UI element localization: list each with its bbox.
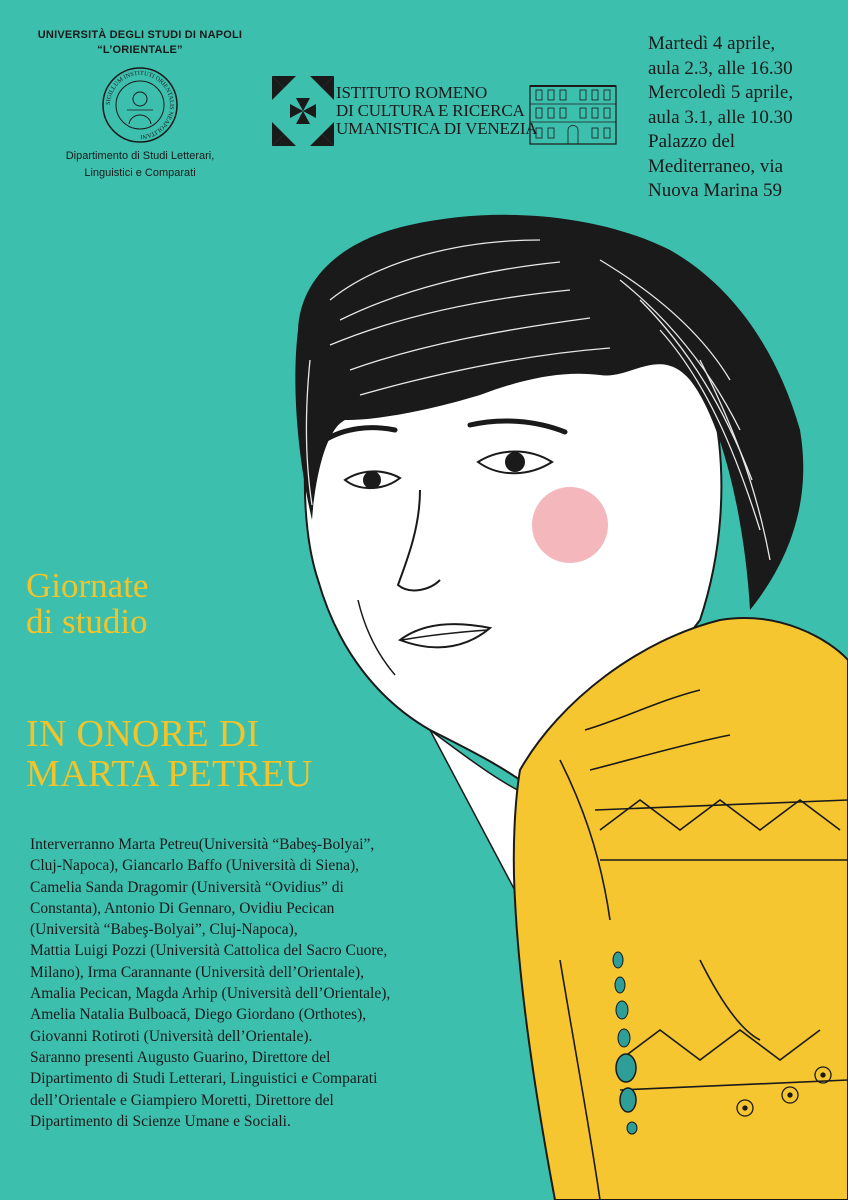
event-info-line: Martedì 4 aprile, — [648, 33, 776, 54]
cross-logo-icon — [272, 76, 334, 146]
event-info-line: Mercoledì 5 aprile, — [648, 82, 794, 103]
body-line: Interverranno Marta Petreu(Università “Babeş-Bolyai”, — [30, 836, 375, 853]
body-line: Amelia Natalia Bulboacă, Diego Giordano (Orthotes), — [30, 1006, 367, 1024]
institute-logo — [272, 64, 622, 154]
body-line: dell’Orientale e Giampiero Moretti, Direttore del — [30, 1091, 334, 1109]
body-line: (Università “Babeş-Bolyai”, Cluj-Napoca), — [30, 921, 298, 939]
university-subname: “L’ORIENTALE” — [97, 44, 183, 56]
body-line: Cluj-Napoca), Giancarlo Baffo (Università di Siena), — [30, 857, 359, 875]
body-line: Saranno presenti Augusto Guarino, Direttore del — [30, 1048, 331, 1066]
body-line: Camelia Sanda Dragomir (Università “Ovidius” di — [30, 878, 344, 896]
university-seal-icon — [101, 66, 179, 144]
event-info-line: Nuova Marina 59 — [648, 180, 783, 201]
event-info-line: aula 2.3, alle 16.30 — [648, 57, 793, 79]
event-info-line: Palazzo del — [648, 131, 736, 152]
speakers-text — [30, 834, 530, 1132]
poster-subtitle: Giornate di studio — [26, 566, 149, 641]
poster-title: IN ONORE DI MARTA PETREU — [26, 713, 313, 795]
body-line: Amalia Pecican, Magda Arhip (Università dell’Orientale), — [30, 985, 391, 1003]
event-info — [648, 32, 843, 204]
seal-text: SIGILLUM INSTITUTI ORIENTALIS NEAPOLITANI — [104, 69, 176, 141]
palazzo-icon — [528, 78, 620, 148]
institute-name: ISTITUTO ROMENO DI CULTURA E RICERCA UMANISTICA DI VENEZIA — [336, 83, 538, 138]
body-line: Giovanni Rotiroti (Università dell’Orientale). — [30, 1027, 313, 1045]
event-info-line: Mediterraneo, via — [648, 155, 784, 177]
body-line: Milano), Irma Carannante (Università dell’Orientale), — [30, 963, 364, 981]
department-name: Dipartimento di Studi Letterari, Linguistici e Comparati — [65, 150, 215, 179]
svg-text:SIGILLUM INSTITUTI ORIENTALIS — [105, 70, 175, 140]
university-name: UNIVERSITÀ DEGLI STUDI DI NAPOLI — [37, 29, 243, 41]
university-block — [20, 28, 260, 182]
event-info-line: aula 3.1, alle 10.30 — [648, 106, 793, 128]
body-line: Dipartimento di Studi Letterari, Linguistici e Comparati — [30, 1070, 378, 1088]
body-line: Dipartimento di Scienze Umane e Sociali. — [30, 1112, 291, 1130]
body-line: Mattia Luigi Pozzi (Università Cattolica del Sacro Cuore, — [30, 942, 388, 960]
body-line: Constanta), Antonio Di Gennaro, Ovidiu Pecican — [30, 899, 335, 917]
